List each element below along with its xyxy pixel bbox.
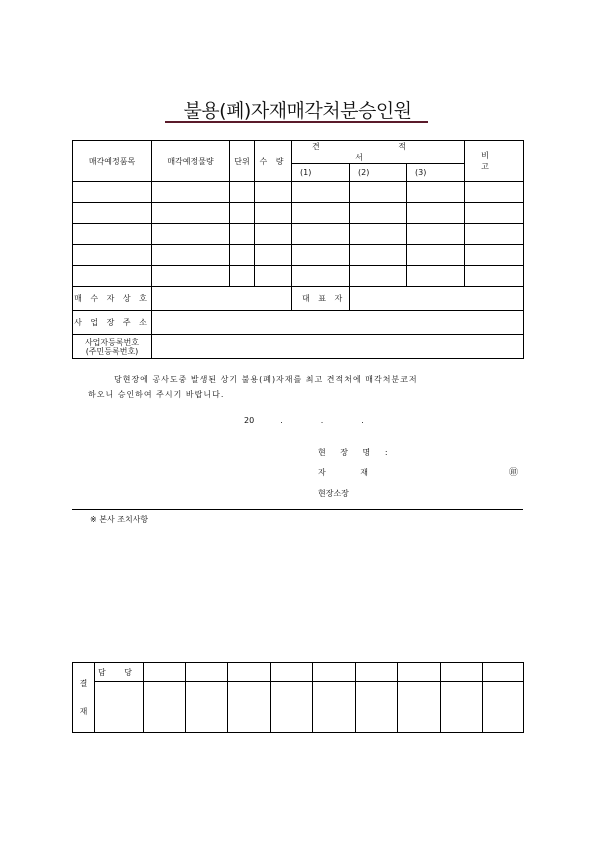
statement-line-2: 하오니 승인하여 주시기 바랍니다. [88, 390, 225, 399]
registration-label-line1: 사업자등록번호 [84, 337, 140, 347]
approval-sign-cell[interactable] [356, 682, 398, 733]
approval-header-manager: 담 당 [95, 663, 144, 682]
approval-header-cell[interactable] [441, 663, 483, 682]
approval-sign-cell[interactable] [441, 682, 483, 733]
cell-quote-1[interactable] [292, 182, 350, 203]
approval-sign-cell[interactable] [483, 682, 524, 733]
cell-quote-2[interactable] [350, 224, 407, 245]
approval-sign-cell[interactable] [186, 682, 228, 733]
header-quote-3: (3) [407, 164, 465, 182]
cell-quote-2[interactable] [350, 245, 407, 266]
cell-quote-1[interactable] [292, 266, 350, 287]
header-qty: 수 량 [255, 141, 292, 182]
cell-qty[interactable] [255, 245, 292, 266]
cell-quote-3[interactable] [407, 203, 465, 224]
cell-quote-3[interactable] [407, 224, 465, 245]
cell-item-name[interactable] [73, 203, 152, 224]
business-address-value[interactable] [152, 311, 524, 335]
cell-quote-1[interactable] [292, 245, 350, 266]
approval-sign-cell[interactable] [228, 682, 271, 733]
cell-qty[interactable] [255, 224, 292, 245]
approval-header-cell[interactable] [144, 663, 186, 682]
date-sep-3: . [361, 416, 364, 425]
cell-item-name[interactable] [73, 182, 152, 203]
approval-header-cell[interactable] [228, 663, 271, 682]
approval-header-cell[interactable] [313, 663, 356, 682]
cell-quote-1[interactable] [292, 203, 350, 224]
registration-number-value[interactable] [152, 335, 524, 359]
header-item-name: 매각예정품목 [73, 141, 152, 182]
cell-unit[interactable] [230, 182, 255, 203]
buyer-name-value[interactable] [152, 287, 292, 311]
approval-sign-cell[interactable] [271, 682, 313, 733]
approval-header-cell[interactable] [398, 663, 441, 682]
table-row [73, 224, 524, 245]
approval-sign-cell[interactable] [313, 682, 356, 733]
section-divider [72, 509, 523, 510]
registration-label-line2: (주민등록번호) [85, 346, 139, 356]
representative-value[interactable] [350, 287, 524, 311]
cell-planned-quantity[interactable] [152, 224, 230, 245]
business-address-label: 사 업 장 주 소 [73, 311, 152, 335]
headquarters-note: ※ 본사 조치사항 [90, 515, 149, 524]
cell-remarks[interactable] [465, 266, 524, 287]
table-row [73, 266, 524, 287]
approval-header-cell[interactable] [186, 663, 228, 682]
cell-planned-quantity[interactable] [152, 182, 230, 203]
cell-unit[interactable] [230, 266, 255, 287]
site-manager-label: 현장소장 [318, 489, 349, 498]
approval-side-bottom: 재 [79, 706, 88, 716]
approval-sign-cell[interactable] [95, 682, 144, 733]
cell-qty[interactable] [255, 182, 292, 203]
disposal-items-table [72, 140, 524, 359]
cell-quote-2[interactable] [350, 266, 407, 287]
cell-unit[interactable] [230, 245, 255, 266]
approval-side-label [73, 663, 95, 733]
approval-header-cell[interactable] [483, 663, 524, 682]
seal-mark: ㊞ [509, 468, 519, 478]
header-quotation: 견 적 서 [292, 141, 465, 164]
date-sep-2: . [320, 416, 324, 425]
material-label: 자 재 [318, 468, 384, 477]
approval-table [72, 662, 524, 733]
page-title: 불용(폐)자재매각처분승인원 [183, 100, 412, 122]
cell-quote-1[interactable] [292, 224, 350, 245]
title-underline [165, 121, 428, 123]
date-line [244, 416, 364, 425]
header-quote-2: (2) [350, 164, 407, 182]
representative-label: 대 표 자 [292, 287, 350, 311]
cell-unit[interactable] [230, 203, 255, 224]
cell-unit[interactable] [230, 224, 255, 245]
registration-number-label [73, 335, 152, 359]
site-name-label: 현 장 명 : [318, 448, 394, 457]
cell-item-name[interactable] [73, 266, 152, 287]
cell-planned-quantity[interactable] [152, 266, 230, 287]
approval-sign-cell[interactable] [398, 682, 441, 733]
header-quote-1: (1) [292, 164, 350, 182]
cell-remarks[interactable] [465, 182, 524, 203]
cell-planned-quantity[interactable] [152, 203, 230, 224]
cell-item-name[interactable] [73, 224, 152, 245]
approval-header-cell[interactable] [356, 663, 398, 682]
date-year-prefix: 20 [244, 416, 255, 425]
cell-quote-2[interactable] [350, 203, 407, 224]
header-remarks: 비 고 [465, 141, 524, 182]
cell-quote-3[interactable] [407, 266, 465, 287]
table-row [73, 245, 524, 266]
request-statement [88, 372, 528, 402]
statement-line-1: 당현장에 공사도중 발생된 상기 불용(폐)자재를 최고 견적처에 매각처분코저 [114, 375, 418, 384]
cell-qty[interactable] [255, 266, 292, 287]
cell-planned-quantity[interactable] [152, 245, 230, 266]
approval-sign-cell[interactable] [144, 682, 186, 733]
cell-quote-3[interactable] [407, 245, 465, 266]
approval-header-cell[interactable] [271, 663, 313, 682]
date-sep-1: . [280, 416, 283, 425]
cell-quote-3[interactable] [407, 182, 465, 203]
table-row [73, 182, 524, 203]
header-planned-quantity: 매각예정물량 [152, 141, 230, 182]
cell-qty[interactable] [255, 203, 292, 224]
cell-quote-2[interactable] [350, 182, 407, 203]
cell-item-name[interactable] [73, 245, 152, 266]
header-unit: 단위 [230, 141, 255, 182]
buyer-name-label: 매 수 자 상 호 [73, 287, 152, 311]
table-row [73, 203, 524, 224]
cell-remarks[interactable] [465, 224, 524, 245]
cell-remarks[interactable] [465, 203, 524, 224]
cell-remarks[interactable] [465, 245, 524, 266]
approval-side-top: 결 [79, 678, 88, 688]
